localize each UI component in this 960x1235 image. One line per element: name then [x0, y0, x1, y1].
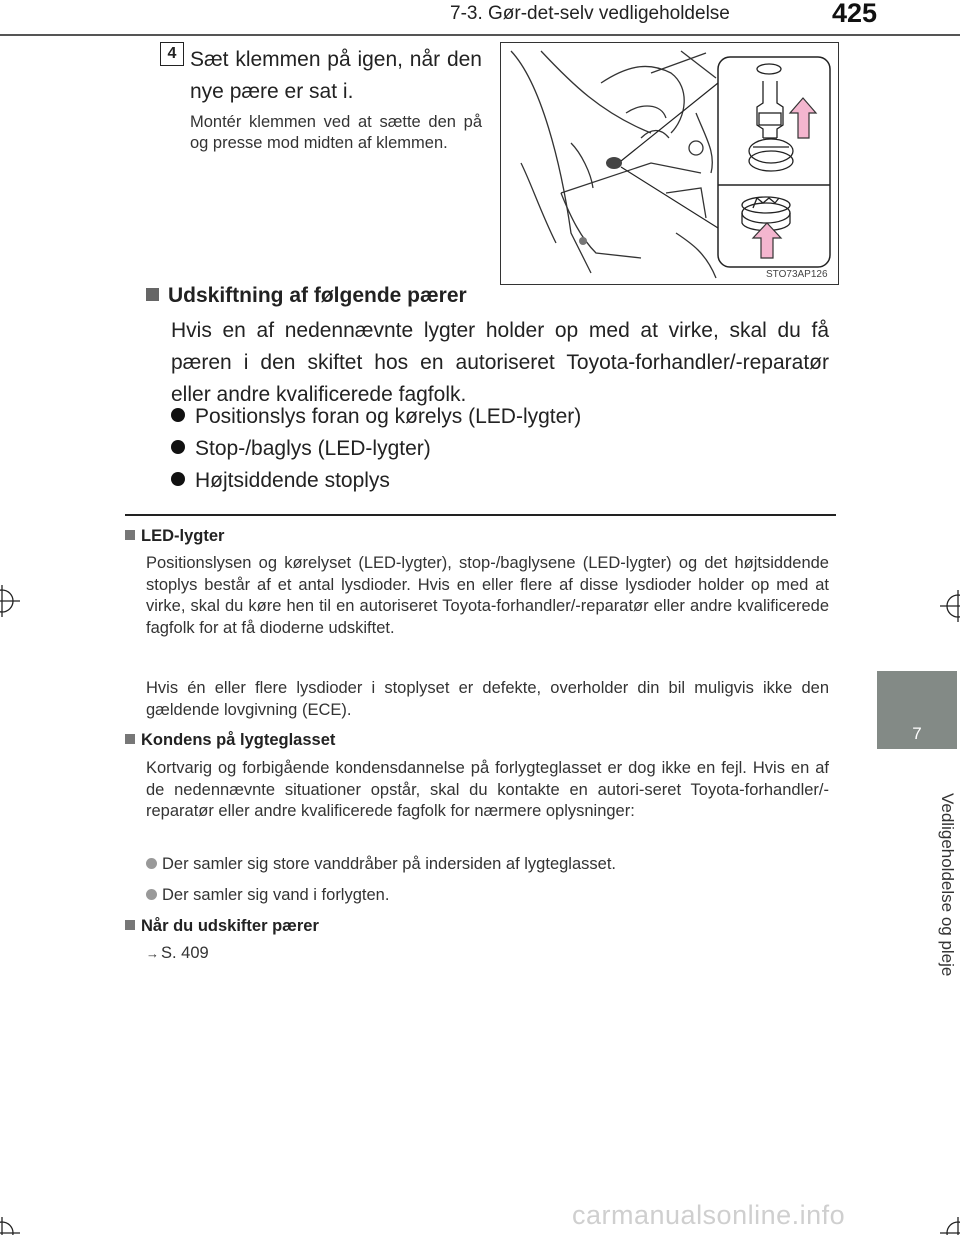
square-bullet-icon	[125, 734, 135, 744]
note-paragraph: Hvis én eller flere lysdioder i stoplyset er defekte, overholder din bil muligvis ikke den gældende lovgivning (ECE).	[146, 679, 829, 719]
section-heading	[146, 284, 467, 308]
step-note: Montér klemmen ved at sætte den på og presse mod midten af klemmen.	[190, 113, 482, 152]
registration-mark-icon	[0, 1213, 22, 1235]
note-paragraph: Kortvarig og forbigående kondensdannelse på forlygteglasset er dog ikke en fejl. Hvis en af de nedennævnte situationer opstår, skal du kontakte en autori-seret Toyota-forhandler/-reparatør eller andre kvalificerede fagfolk for nærmere oplysninger:	[146, 759, 829, 820]
round-bullet-icon	[146, 858, 157, 869]
note-heading-led	[125, 527, 224, 546]
figure-code: STO73AP126	[766, 269, 828, 280]
clip-diagram-svg	[501, 43, 838, 284]
note-paragraph: Positionslysen og kørelyset (LED-lygter), stop-/baglysene (LED-lygter) og det højtsiddende stoplys består af et antal lysdioder. Hvis en eller flere af disse lysdioder holder op med at virke, skal du køre hen til en autoriseret Toyota-forhandler/-reparatør eller andre kvalificerede fagfolk for at få dioderne udskiftet.	[146, 554, 829, 637]
list-item-text: Stop-/baglys (LED-lygter)	[195, 437, 431, 460]
chapter-tab-label: Vedligeholdelse og pleje	[938, 793, 957, 977]
page-reference[interactable]	[146, 944, 209, 963]
square-bullet-icon	[125, 530, 135, 540]
step-number-badge: 4	[160, 42, 184, 66]
bulb-clip-illustration	[500, 42, 839, 285]
round-bullet-icon	[171, 472, 185, 486]
registration-mark-icon	[938, 1213, 960, 1235]
round-bullet-icon	[171, 408, 185, 422]
section-body: Hvis en af nedennævnte lygter holder op med at virke, skal du få pæren i den skiftet hos en autoriseret Toyota-forhandler/-reparatør eller andre kvalificerede fagfolk.	[171, 319, 829, 406]
list-item-text: Der samler sig store vanddråber på indersiden af lygteglasset.	[162, 855, 616, 873]
note-heading-text: Når du udskifter pærer	[141, 917, 319, 935]
callout-line-bottom	[621, 167, 718, 228]
header-rule	[0, 34, 960, 36]
chapter-tab-number: 7	[912, 724, 922, 743]
square-bullet-icon	[146, 288, 159, 301]
list-item	[146, 886, 389, 905]
bolt-marker	[579, 237, 587, 245]
list-item	[171, 437, 431, 461]
list-item-text: Positionslys foran og kørelys (LED-lygter)	[195, 405, 582, 428]
round-bullet-icon	[171, 440, 185, 454]
note-heading-paerer	[125, 917, 319, 936]
note-heading-text: LED-lygter	[141, 527, 225, 545]
list-item-text: Højtsiddende stoplys	[195, 469, 390, 492]
list-item-text: Der samler sig vand i forlygten.	[162, 886, 390, 904]
clip-location-marker	[606, 157, 622, 169]
section-heading-text: Udskiftning af følgende pærer	[168, 284, 467, 307]
page-reference-text: S. 409	[161, 944, 209, 962]
list-item	[171, 405, 581, 429]
list-item	[146, 855, 616, 874]
notes-divider	[125, 514, 836, 516]
note-heading-kondens	[125, 731, 335, 750]
round-bullet-icon	[146, 889, 157, 900]
step-instruction: Sæt klemmen på igen, når den nye pære er sat i.	[190, 48, 482, 103]
note-heading-text: Kondens på lygteglasset	[141, 731, 336, 749]
page-number: 425	[832, 0, 878, 28]
list-item	[171, 469, 390, 493]
arrow-right-icon: →	[146, 946, 159, 961]
watermark: carmanualsonline.info	[572, 1200, 846, 1230]
registration-mark-icon	[0, 585, 22, 617]
header-section-title: 7-3. Gør-det-selv vedligeholdelse	[450, 3, 730, 24]
square-bullet-icon	[125, 920, 135, 930]
registration-mark-icon	[938, 590, 960, 622]
